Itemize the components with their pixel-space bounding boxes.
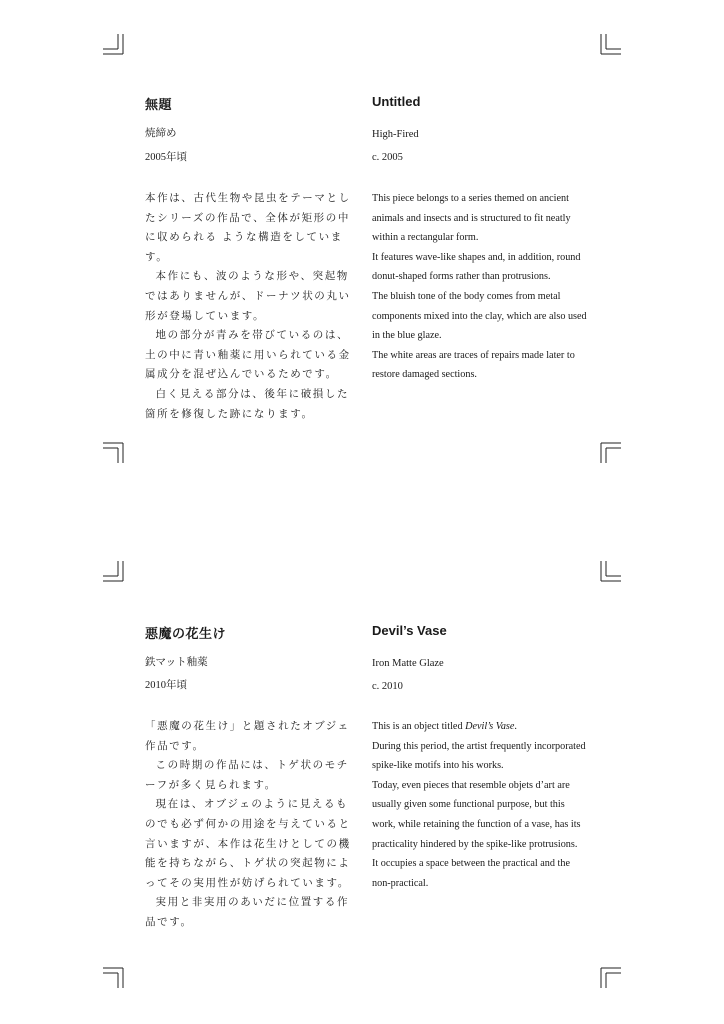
technique-en: Iron Matte Glaze xyxy=(372,658,444,669)
artwork-title-en: Devil’s Vase xyxy=(372,623,447,638)
paragraph: Today, even pieces that resemble objets d’art are usually given some functional purpose, but this work, while retaining the function of a vase, has its practicality hindered by the spike-like protrusions. xyxy=(372,779,581,850)
paragraph: 本作は、古代生物や昆虫をテーマとしたシリーズの作品で、全体が矩形の中に収められる ような構造をしています。 xyxy=(145,193,351,263)
intro-work-title: Devil’s Vase xyxy=(465,721,515,732)
technique-en: High-Fired xyxy=(372,129,419,140)
paragraph: 現在は、オブジェのように見えるものでも必ず何かの用途を与えていると言いますが、本作は花生けとしての機能を持ちながら、トゲ状の突起物によってその実用性が妨げられています。 xyxy=(145,799,351,889)
paragraph: この時期の作品には、トゲ状のモチーフが多く見られます。 xyxy=(145,760,349,791)
crop-mark-mid-right-bottom xyxy=(599,441,621,463)
crop-mark-bottom-right xyxy=(599,966,621,988)
intro-period: . xyxy=(514,721,517,732)
date-ja: 2005年頃 xyxy=(145,152,187,163)
paragraph: It occupies a space between the practical and the non-practical. xyxy=(372,858,570,889)
paragraph: 「悪魔の花生け」と題されたオブジェ作品です。 xyxy=(145,721,350,752)
paragraph: 地の部分が青みを帯びているのは、土の中に青い釉薬に用いられている金属成分を混ぜ込んでいるためです。 xyxy=(145,330,351,381)
crop-mark-mid-left-top xyxy=(103,561,125,583)
paragraph: During this period, the artist frequently incorporated spike-like motifs into his works. xyxy=(372,740,586,772)
technique-ja: 焼締め xyxy=(145,128,177,139)
paragraph-intro xyxy=(372,717,587,737)
paragraph: This piece belongs to a series themed on ancient animals and insects and is structured to fit neatly within a rectangular form. xyxy=(372,193,571,244)
intro-text: This is an object titled xyxy=(372,721,466,732)
japanese-column xyxy=(145,623,355,928)
crop-mark-mid-right-top xyxy=(599,561,621,583)
artwork-title-ja: 無題 xyxy=(145,98,173,113)
paragraph: 実用と非実用のあいだに位置する作品です。 xyxy=(145,897,350,928)
english-column xyxy=(372,623,592,889)
crop-mark-top-right xyxy=(599,34,621,56)
paragraph: 白く見える部分は、後年に破損した箇所を修復した跡になります。 xyxy=(145,388,350,420)
date-en: c. 2010 xyxy=(372,681,403,692)
description-ja xyxy=(145,717,355,933)
technique-ja: 鉄マット釉薬 xyxy=(145,657,208,668)
date-en: c. 2005 xyxy=(372,152,403,163)
english-column xyxy=(372,94,592,381)
crop-mark-top-left xyxy=(103,34,125,56)
date-ja: 2010年頃 xyxy=(145,680,187,691)
japanese-column xyxy=(145,94,355,420)
paragraph: 本作にも、波のような形や、突起物ではありませんが、ドーナツ状の丸い形が登場しています。 xyxy=(145,271,351,322)
artwork-title-en: Untitled xyxy=(372,94,421,109)
paragraph: The bluish tone of the body comes from metal components mixed into the clay, which are also used in the blue glaze. xyxy=(372,290,587,342)
artwork-title-ja: 悪魔の花生け xyxy=(145,627,227,642)
paragraph: The white areas are traces of repairs made later to restore damaged sections. xyxy=(372,349,575,381)
crop-mark-bottom-left xyxy=(103,966,125,988)
description-ja xyxy=(145,189,355,424)
description-en xyxy=(372,189,587,385)
crop-mark-mid-left-bottom xyxy=(103,441,125,463)
paragraph: It features wave-like shapes and, in addition, round donut-shaped forms rather than protrusions. xyxy=(372,251,581,283)
description-en xyxy=(372,717,587,893)
